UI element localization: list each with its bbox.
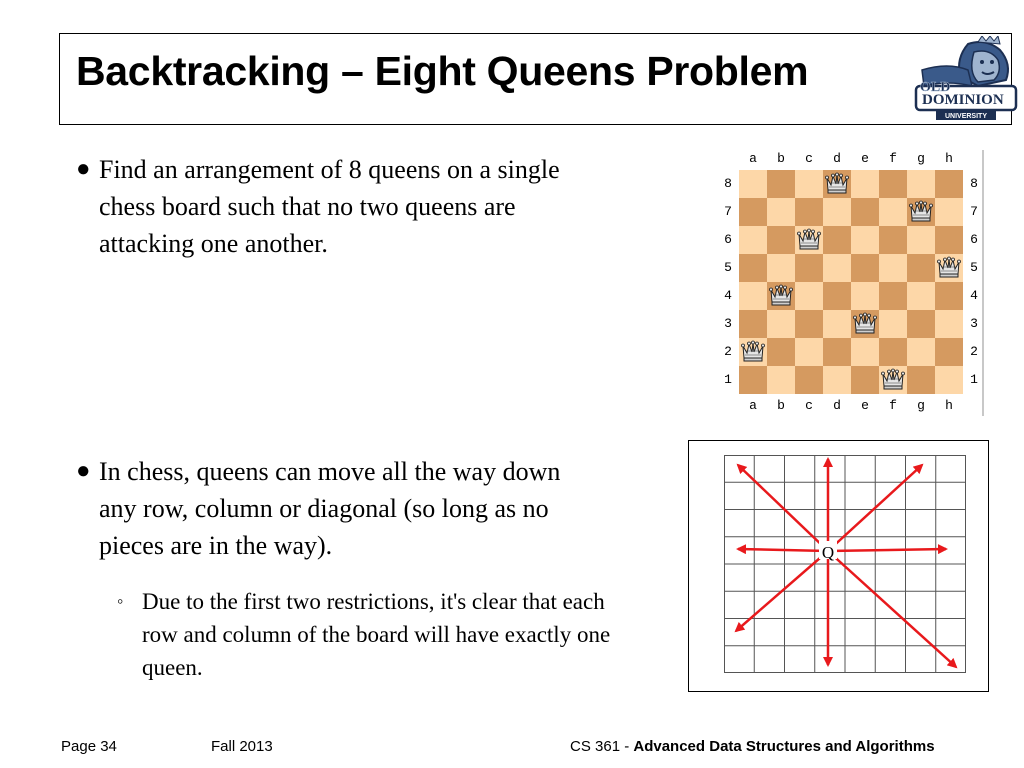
rank-label-left-6: 6 (724, 232, 732, 247)
rank-label-right-6: 6 (970, 232, 978, 247)
square-g8 (907, 170, 935, 198)
rank-label-right-5: 5 (970, 260, 978, 275)
footer-course-name: Advanced Data Structures and Algorithms (633, 738, 935, 755)
square-e1 (851, 366, 879, 394)
file-label-top-h: h (945, 151, 953, 166)
title-box (59, 33, 1012, 125)
move-arrow-right (828, 549, 946, 551)
square-f6 (879, 226, 907, 254)
logo-line3: UNIVERSITY (944, 113, 988, 120)
square-d5 (823, 254, 851, 282)
square-d7 (823, 198, 851, 226)
move-arrow-down-right (828, 551, 956, 667)
rank-label-left-5: 5 (724, 260, 732, 275)
square-e7 (851, 198, 879, 226)
bullet-1-text: Find an arrangement of 8 queens on a single chess board such that no two queens are attacking one another. (99, 155, 560, 258)
square-e8 (851, 170, 879, 198)
board-edge-line (982, 150, 984, 416)
square-b1 (767, 366, 795, 394)
square-g6 (907, 226, 935, 254)
square-h2 (935, 338, 963, 366)
file-label-bottom-e: e (861, 398, 869, 413)
file-label-top-f: f (889, 151, 897, 166)
square-a8 (739, 170, 767, 198)
square-f2 (879, 338, 907, 366)
queen-icon (851, 310, 879, 338)
square-a7 (739, 198, 767, 226)
file-label-top-g: g (917, 151, 925, 166)
square-g2 (907, 338, 935, 366)
square-f8 (879, 170, 907, 198)
square-h4 (935, 282, 963, 310)
rank-label-right-1: 1 (970, 372, 978, 387)
file-label-bottom-c: c (805, 398, 813, 413)
square-a4 (739, 282, 767, 310)
square-h6 (935, 226, 963, 254)
queen-label: Q (821, 543, 835, 562)
square-b3 (767, 310, 795, 338)
queen-icon (879, 366, 907, 394)
rank-label-right-7: 7 (970, 204, 978, 219)
footer-term: Fall 2013 (211, 738, 273, 755)
sub-bullet-text: Due to the first two restrictions, it's clear that each row and column of the board will have exactly one queen. (142, 589, 611, 680)
square-a3 (739, 310, 767, 338)
square-h1 (935, 366, 963, 394)
square-g3 (907, 310, 935, 338)
queen-moves-diagram (724, 455, 966, 673)
rank-label-left-1: 1 (724, 372, 732, 387)
queen-icon (739, 338, 767, 366)
square-e5 (851, 254, 879, 282)
university-logo (908, 36, 1018, 126)
square-c5 (795, 254, 823, 282)
file-label-top-c: c (805, 151, 813, 166)
file-label-top-a: a (749, 151, 757, 166)
queen-icon (907, 198, 935, 226)
bullet-dot: ● (76, 156, 91, 182)
slide-title: Backtracking – Eight Queens Problem (76, 48, 809, 94)
square-h7 (935, 198, 963, 226)
file-label-bottom-g: g (917, 398, 925, 413)
square-c7 (795, 198, 823, 226)
square-e4 (851, 282, 879, 310)
square-e6 (851, 226, 879, 254)
rank-label-right-3: 3 (970, 316, 978, 331)
crown (978, 36, 1000, 44)
square-d3 (823, 310, 851, 338)
chessboard (739, 170, 963, 394)
queen-icon (767, 282, 795, 310)
file-label-bottom-h: h (945, 398, 953, 413)
square-g4 (907, 282, 935, 310)
square-c4 (795, 282, 823, 310)
square-g1 (907, 366, 935, 394)
square-b7 (767, 198, 795, 226)
square-c2 (795, 338, 823, 366)
file-label-top-b: b (777, 151, 785, 166)
square-d1 (823, 366, 851, 394)
logo-line2: DOMINION (922, 92, 1004, 108)
square-d6 (823, 226, 851, 254)
queen-icon (823, 170, 851, 198)
square-f3 (879, 310, 907, 338)
rank-label-right-2: 2 (970, 344, 978, 359)
bullet-2-text: In chess, queens can move all the way down any row, column or diagonal (so long as no pieces are in the way). (99, 457, 561, 560)
footer-page: Page 34 (61, 738, 117, 755)
square-e2 (851, 338, 879, 366)
sub-bullet-dot: ◦ (117, 591, 124, 611)
square-f7 (879, 198, 907, 226)
square-b6 (767, 226, 795, 254)
square-g5 (907, 254, 935, 282)
bullet-dot: ● (76, 458, 91, 484)
rank-label-left-4: 4 (724, 288, 732, 303)
queen-moves-arrows (736, 459, 956, 667)
square-b2 (767, 338, 795, 366)
rank-label-left-8: 8 (724, 176, 732, 191)
footer-course-prefix: CS 361 - (570, 738, 634, 755)
square-f5 (879, 254, 907, 282)
rank-label-left-2: 2 (724, 344, 732, 359)
file-label-bottom-b: b (777, 398, 785, 413)
queen-icon (795, 226, 823, 254)
square-b5 (767, 254, 795, 282)
square-c1 (795, 366, 823, 394)
square-f4 (879, 282, 907, 310)
lion-face (972, 51, 1000, 82)
square-c8 (795, 170, 823, 198)
queen-icon (935, 254, 963, 282)
square-a5 (739, 254, 767, 282)
square-c3 (795, 310, 823, 338)
square-h8 (935, 170, 963, 198)
square-d2 (823, 338, 851, 366)
file-label-top-d: d (833, 151, 841, 166)
rank-label-right-8: 8 (970, 176, 978, 191)
chessboard-figure (716, 147, 986, 417)
footer-course (570, 738, 935, 755)
square-b8 (767, 170, 795, 198)
square-h3 (935, 310, 963, 338)
square-d4 (823, 282, 851, 310)
square-a6 (739, 226, 767, 254)
file-label-bottom-d: d (833, 398, 841, 413)
rank-label-left-7: 7 (724, 204, 732, 219)
file-label-bottom-a: a (749, 398, 757, 413)
rank-label-left-3: 3 (724, 316, 732, 331)
file-label-bottom-f: f (889, 398, 897, 413)
file-label-top-e: e (861, 151, 869, 166)
rank-label-right-4: 4 (970, 288, 978, 303)
logo-line1: OLD (920, 80, 951, 95)
square-a1 (739, 366, 767, 394)
